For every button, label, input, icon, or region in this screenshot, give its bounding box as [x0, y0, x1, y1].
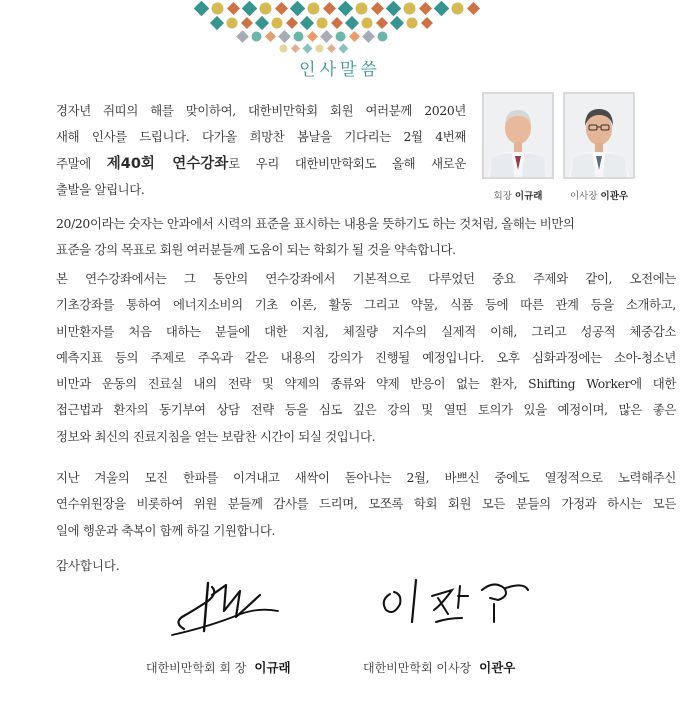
- body-paragraph: [56, 465, 676, 544]
- banner-tile: [362, 30, 375, 43]
- text-fragment: 로 우리 대한비만학회도 올해 새로운: [228, 155, 466, 171]
- person-name: 이규래: [514, 191, 543, 202]
- banner-tile: [265, 31, 276, 42]
- text-line: 새해 인사를 드립니다. 다가올 희망찬 봄날을 기다리는 2월 4번째: [56, 129, 466, 145]
- text-line: 접근법과 환자의 동기부여 상담 전략 등을 심도 깊은 강의 및 열띤 토의가 있을 예정이며, 많은 좋은: [56, 402, 676, 418]
- banner-tile: [255, 16, 269, 30]
- banner-tile: [227, 18, 238, 29]
- banner-tile: [376, 17, 388, 29]
- banner-tile: [280, 45, 288, 53]
- course-title: 제40회 연수강좌: [106, 155, 229, 172]
- text-line: 예측지표 등의 주제로 주옥과 같은 내용의 강의가 진행될 예정입니다. 오후 심화과정에는 소아-청소년: [56, 349, 676, 365]
- banner-tile: [290, 1, 306, 17]
- org-title: 대한비만학회 회 장: [146, 661, 247, 675]
- president-photo-card: [482, 92, 554, 202]
- banner-tile: [323, 2, 336, 15]
- intro-paragraph: [56, 98, 466, 203]
- banner-tile: [212, 3, 224, 15]
- closing-text: 감사합니다.: [56, 558, 120, 573]
- banner-tile: [390, 16, 404, 30]
- text-line: 표준을 강의 목표로 회원 여러분들께 도움이 되는 학회가 될 것을 약속합니다.: [56, 242, 456, 258]
- banner-tile: [339, 44, 349, 54]
- banner-tile: [338, 1, 354, 17]
- banner-tile: [421, 17, 433, 29]
- banner-tile: [386, 1, 402, 17]
- banner-tile: [378, 32, 388, 42]
- decorative-banner: [193, 0, 493, 58]
- banner-tile: [331, 17, 343, 29]
- banner-tile: [227, 2, 240, 15]
- body-paragraph: [56, 266, 676, 450]
- text-line: 지난 겨울의 모진 한파를 이겨내고 새싹이 돋아나는 2월, 바쁘신 중에도 열정적으로 노력해주신: [56, 470, 676, 485]
- text-fragment: 주말에: [56, 155, 107, 171]
- banner-tile: [252, 32, 262, 42]
- text-line: 비만과 운동의 진료실 내의 전략 및 약제의 종류와 약제 반응이 없는 환자, Shifting Worker에 대한: [56, 376, 676, 392]
- banner-tile: [278, 30, 291, 43]
- banner-tile: [452, 3, 464, 15]
- banner-tile: [407, 18, 418, 29]
- text-line: 기초강좌를 통하여 에너지소비의 기초 이론, 활동 그리고 약물, 식품 등에 따른 관계 등을 소개하고,: [56, 297, 676, 313]
- banner-tile: [210, 16, 224, 30]
- banner-tile: [303, 44, 313, 54]
- role-label: 이사장: [569, 191, 598, 202]
- banner-tile: [345, 16, 359, 30]
- banner-tile: [467, 2, 480, 15]
- text-line: [56, 151, 466, 177]
- person-name: 이관우: [600, 191, 629, 202]
- banner-tile: [241, 17, 253, 29]
- text-line: 비만환자를 처음 대하는 분들에 대한 지침, 체질량 지수의 실제적 이해, 그리고 성공적 체중감소: [56, 323, 676, 339]
- chairman-signature: [378, 574, 548, 634]
- signer-name: 이규래: [254, 660, 291, 675]
- text-line: 경자년 쥐띠의 해를 맞이하여, 대한비만학회 회원 여러분께 2020년: [56, 103, 466, 118]
- banner-tile: [320, 30, 333, 43]
- text-line: 정보와 최신의 진료지침을 얻는 보람찬 시간이 되실 것입니다.: [56, 428, 376, 444]
- banner-tile: [336, 32, 346, 42]
- banner-tile: [291, 44, 300, 53]
- banner-tile: [242, 1, 258, 17]
- text-line: 연수위원장을 비롯하여 위원 분들께 감사를 드리며, 모쪼록 학회 회원 모든 분들의 가정과 하시는 모든: [56, 496, 676, 512]
- org-title: 대한비만학회 이사장: [363, 661, 472, 675]
- president-photo: [482, 92, 554, 179]
- banner-tile: [317, 18, 328, 29]
- president-signature-label: [146, 658, 291, 676]
- banner-tile: [272, 18, 283, 29]
- banner-tile: [362, 18, 373, 29]
- banner-tile: [194, 1, 210, 17]
- text-line: 출발을 알립니다.: [56, 181, 145, 197]
- banner-tile: [419, 2, 432, 15]
- text-line: 본 연수강좌에서는 그 동안의 연수강좌에서 기본적으로 다루었던 중요 주제와 같이, 오전에는: [56, 271, 676, 286]
- banner-tile: [404, 3, 416, 15]
- banner-tile: [371, 2, 384, 15]
- banner-tile: [236, 30, 249, 43]
- signer-name: 이관우: [479, 660, 516, 675]
- banner-tile: [300, 16, 314, 30]
- banner-tile: [316, 45, 324, 53]
- banner-tile: [308, 3, 320, 15]
- banner-tile: [434, 1, 450, 17]
- text-line: 20/20이라는 숫자는 안과에서 시력의 표준을 표시하는 내용을 뜻하기도 하는 것처럼, 올해는 비만의: [56, 216, 575, 231]
- text-line: 일에 행운과 축복이 함께 하길 기원합니다.: [56, 522, 276, 538]
- chairman-signature-label: [363, 658, 515, 676]
- banner-tile: [275, 2, 288, 15]
- role-label: 회장: [493, 191, 512, 202]
- banner-tile: [327, 44, 336, 53]
- chairman-photo: [563, 92, 635, 179]
- president-caption: [482, 188, 554, 202]
- portrait-image: [484, 94, 552, 177]
- banner-tile: [260, 3, 272, 15]
- president-signature: [168, 565, 288, 650]
- chairman-caption: [563, 188, 635, 202]
- banner-tile: [286, 17, 298, 29]
- banner-tile: [294, 32, 304, 42]
- page-title: 인사말씀: [299, 60, 381, 80]
- banner-tile: [356, 3, 368, 15]
- body-paragraph: [56, 211, 676, 264]
- portrait-image: [565, 94, 633, 177]
- banner-tile: [307, 31, 318, 42]
- banner-tile: [349, 31, 360, 42]
- chairman-photo-card: [563, 92, 635, 202]
